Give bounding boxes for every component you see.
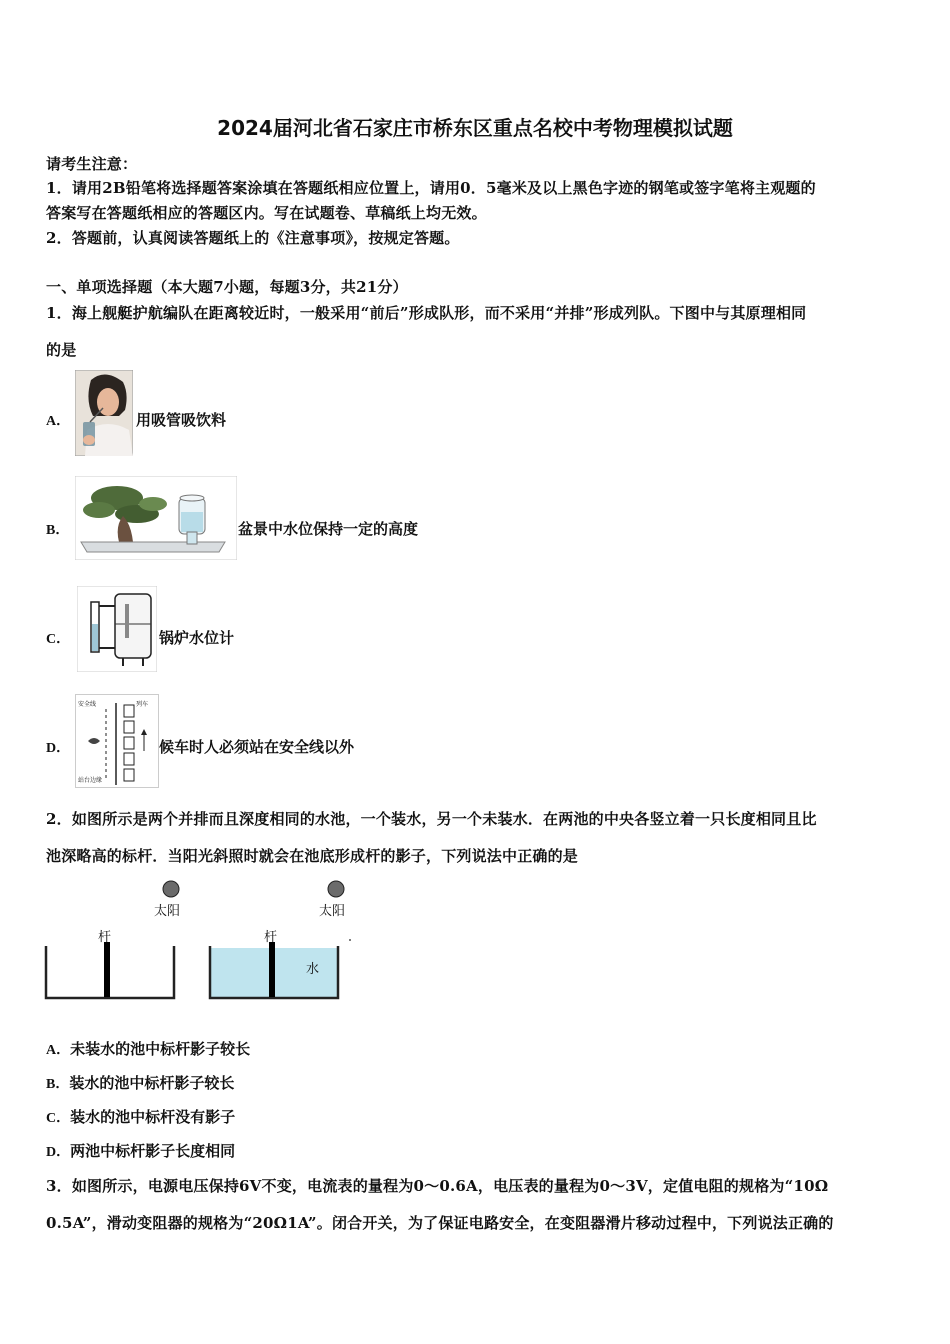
q2-option-a-letter: A． — [46, 1043, 71, 1058]
q2-option-a-text: 未装水的池中标杆影子较长 — [70, 1040, 251, 1058]
straw-drinking-photo — [75, 370, 133, 456]
q2-option-d[interactable] — [46, 1140, 235, 1161]
q1-option-b-text[interactable]: 盆景中水位保持一定的高度 — [238, 520, 419, 538]
q2-option-c-letter: C． — [46, 1111, 71, 1126]
q1-option-c-text[interactable]: 锅炉水位计 — [159, 629, 235, 647]
q2-stem-line-2: 池深略高的标杆．当阳光斜照时就会在池底形成杆的影子，下列说法中正确的是 — [46, 847, 579, 865]
q1-stem-line-1: 1．海上舰艇护航编队在距离较近时，一般采用“前后”形成队形，而不采用“并排”形成列队。下图中与其原理相同 — [46, 304, 807, 322]
platform-edge-label: 站台边缘 — [78, 777, 103, 784]
q2-option-b-text: 装水的池中标杆影子较长 — [69, 1074, 235, 1092]
notice-heading: 请考生注意： — [46, 155, 138, 173]
page-title: 2024届河北省石家庄市桥东区重点名校中考物理模拟试题 — [217, 116, 733, 140]
q2-option-c-text: 装水的池中标杆没有影子 — [70, 1108, 236, 1126]
section-heading: 一、单项选择题（本大题7小题，每题3分，共21分） — [46, 278, 408, 296]
two-pools-figure — [40, 874, 360, 1004]
notice-line-1: 1．请用2B铅笔将选择题答案涂填在答题纸相应位置上，请用0．5毫米及以上黑色字迹的钢笔或签字笔将主观题的 — [46, 179, 816, 197]
q3-stem-line-2: 0.5A”，滑动变阻器的规格为“20Ω1A”。闭合开关，为了保证电路安全，在变阻器滑片移动过程中，下列说法正确的 — [46, 1214, 834, 1232]
boiler-water-gauge-figure — [77, 586, 157, 672]
q1-option-d-text[interactable]: 候车时人必须站在安全线以外 — [159, 738, 355, 756]
q1-option-c-letter[interactable]: C． — [46, 632, 71, 647]
platform-diagram — [76, 695, 158, 787]
notice-line-3: 2．答题前，认真阅读答题纸上的《注意事项》，按规定答题。 — [46, 229, 460, 247]
bonsai-water-bottle-figure — [75, 476, 237, 560]
q1-option-b-letter[interactable]: B． — [46, 523, 70, 538]
q1-option-a-letter[interactable]: A． — [46, 414, 71, 429]
sun-label-left: 太阳 — [154, 904, 181, 919]
platform-safety-line-figure — [75, 694, 159, 788]
q2-stem-line-1: 2．如图所示是两个并排而且深度相同的水池，一个装水，另一个未装水．在两池的中央各竖立着一只长度相同且比 — [46, 810, 817, 828]
q2-option-d-letter: D． — [46, 1145, 71, 1160]
pole-label-left: 杆 — [98, 930, 112, 945]
q1-stem-line-2: 的是 — [46, 341, 77, 359]
water-label: 水 — [306, 962, 320, 977]
q2-option-b[interactable] — [46, 1072, 234, 1093]
notice-line-2: 答案写在答题纸相应的答题区内。写在试题卷、草稿纸上均无效。 — [46, 204, 487, 222]
q3-stem-line-1: 3．如图所示，电源电压保持6V不变，电流表的量程为0～0.6A，电压表的量程为0～3V，定值电阻的规格为“10Ω — [46, 1177, 829, 1195]
pole-label-right: 杆 — [264, 930, 278, 945]
safety-line-label: 安全线 — [78, 701, 97, 708]
q1-option-a-text[interactable]: 用吸管吸饮料 — [136, 411, 227, 429]
q1-option-d-letter[interactable]: D． — [46, 741, 71, 756]
q2-option-a[interactable] — [46, 1038, 250, 1059]
pools-diagram — [40, 874, 360, 1004]
q2-option-c[interactable] — [46, 1106, 235, 1127]
q2-option-d-text: 两池中标杆影子长度相同 — [70, 1142, 236, 1160]
train-label: 列车 — [136, 701, 149, 708]
q2-option-b-letter: B． — [46, 1077, 70, 1092]
sun-label-right: 太阳 — [319, 904, 346, 919]
